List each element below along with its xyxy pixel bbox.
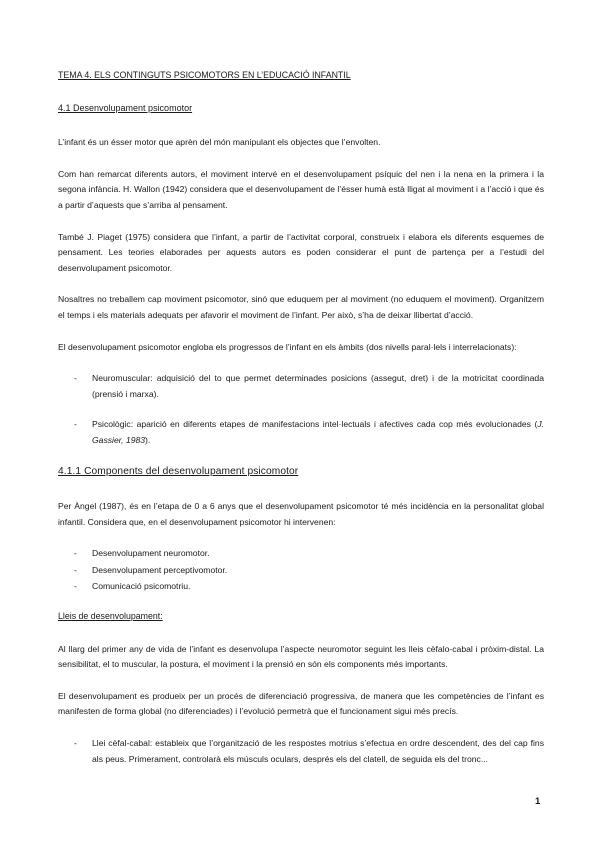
laws-list (58, 736, 544, 767)
paragraph: Al llarg del primer any de vida de l’infant es desenvolupa l’aspecte neuromotor seguint les lleis cèfalo-cabal i pròxim-distal. La sensibilitat, el to muscular, la postura, el moviment i la prensió en són els components més importants. (58, 643, 544, 670)
list-item-text: Psicològic: aparició en diferents etapes de manifestacions intel·lectuals i afectives cada cop més evolucionades ( (92, 419, 538, 430)
paragraph: Per Àngel (1987), és en l’etapa de 0 a 6 anys que el desenvolupament psicomotor té més incidència en la personalitat global infantil. Considera que, en el desenvolupament psicomotor hi intervenen: (58, 501, 544, 527)
paragraph: Com han remarcat diferents autors, el moviment intervé en el desenvolupament psíquic del nen i la nena en la primera i la segona infància. H. Wallon (1942) considera que el desenvolupament de l’ésser humà està lligat al moviment i a l’acció i que és a partir d’aquests que s’arriba al pensament. (58, 168, 544, 210)
document-title: TEMA 4. ELS CONTINGUTS PSICOMOTORS EN L’EDUCACIÓ INFANTIL (58, 70, 351, 80)
paragraph: El desenvolupament es produeix per un procés de diferenciació progressiva, de manera que les competències de l’infant es manifesten de forma global (no diferenciades) i l’evolució permetrà que el funcionament sigui més precís. (58, 690, 544, 717)
page-number: 1 (535, 796, 541, 807)
paragraph: Nosaltres no treballem cap moviment psicomotor, sinó que eduquem per al moviment (no eduquem el moviment). Organitzem el temps i els materials adequats per afavorir el moviment de l’infant. Per això, s’ha de deixar llibertat d’acció. (58, 294, 544, 320)
paragraph: El desenvolupament psicomotor engloba els progressos de l’infant en els àmbits (dos nivells paral·lels i interrelacionats): (58, 341, 517, 352)
list-item: - Comunicació psicomotriu. (58, 579, 544, 595)
list-item: - Desenvolupament perceptivomotor. (58, 563, 544, 579)
components-list (58, 546, 544, 595)
list-item (58, 417, 544, 448)
development-areas-list (58, 371, 544, 448)
citation: J. Gassier, 1983 (92, 419, 544, 445)
paragraph: L’infant és un ésser motor que aprèn del món manipulant els objectes que l’envolten. (58, 137, 381, 148)
section-heading-lleis: Lleis de desenvolupament: (58, 611, 163, 622)
paragraph: També J. Piaget (1975) considera que l’infant, a partir de l’activitat corporal, construeix i elabora els diferents esquemes de pensament. Les teories elaborades per aquests autors es poden considerar el punt de partença per a l’estudi del desenvolupament psicomotor. (58, 231, 544, 273)
list-item-text: Neuromuscular: adquisició del to que permet determinades posicions (assegut, dret) i de la motricitat coordinada (prensió i marxa). (92, 373, 544, 399)
list-item-suffix: ). (145, 434, 151, 445)
section-heading-4-1: 4.1 Desenvolupament psicomotor (58, 102, 193, 113)
list-item: - Llei cèfal-cabal: estableix que l’organització de les respostes motrius s’efectua en ordre descendent, des del cap fins als peus. Primerament, controlarà els músculs oculars, després els del clatell, de seguida els del tronc... (58, 736, 544, 767)
list-item: - Desenvolupament neuromotor. (58, 546, 544, 562)
section-heading-4-1-1: 4.1.1 Components del desenvolupament psicomotor (58, 465, 299, 477)
document-body (58, 68, 544, 767)
list-item (58, 371, 544, 402)
